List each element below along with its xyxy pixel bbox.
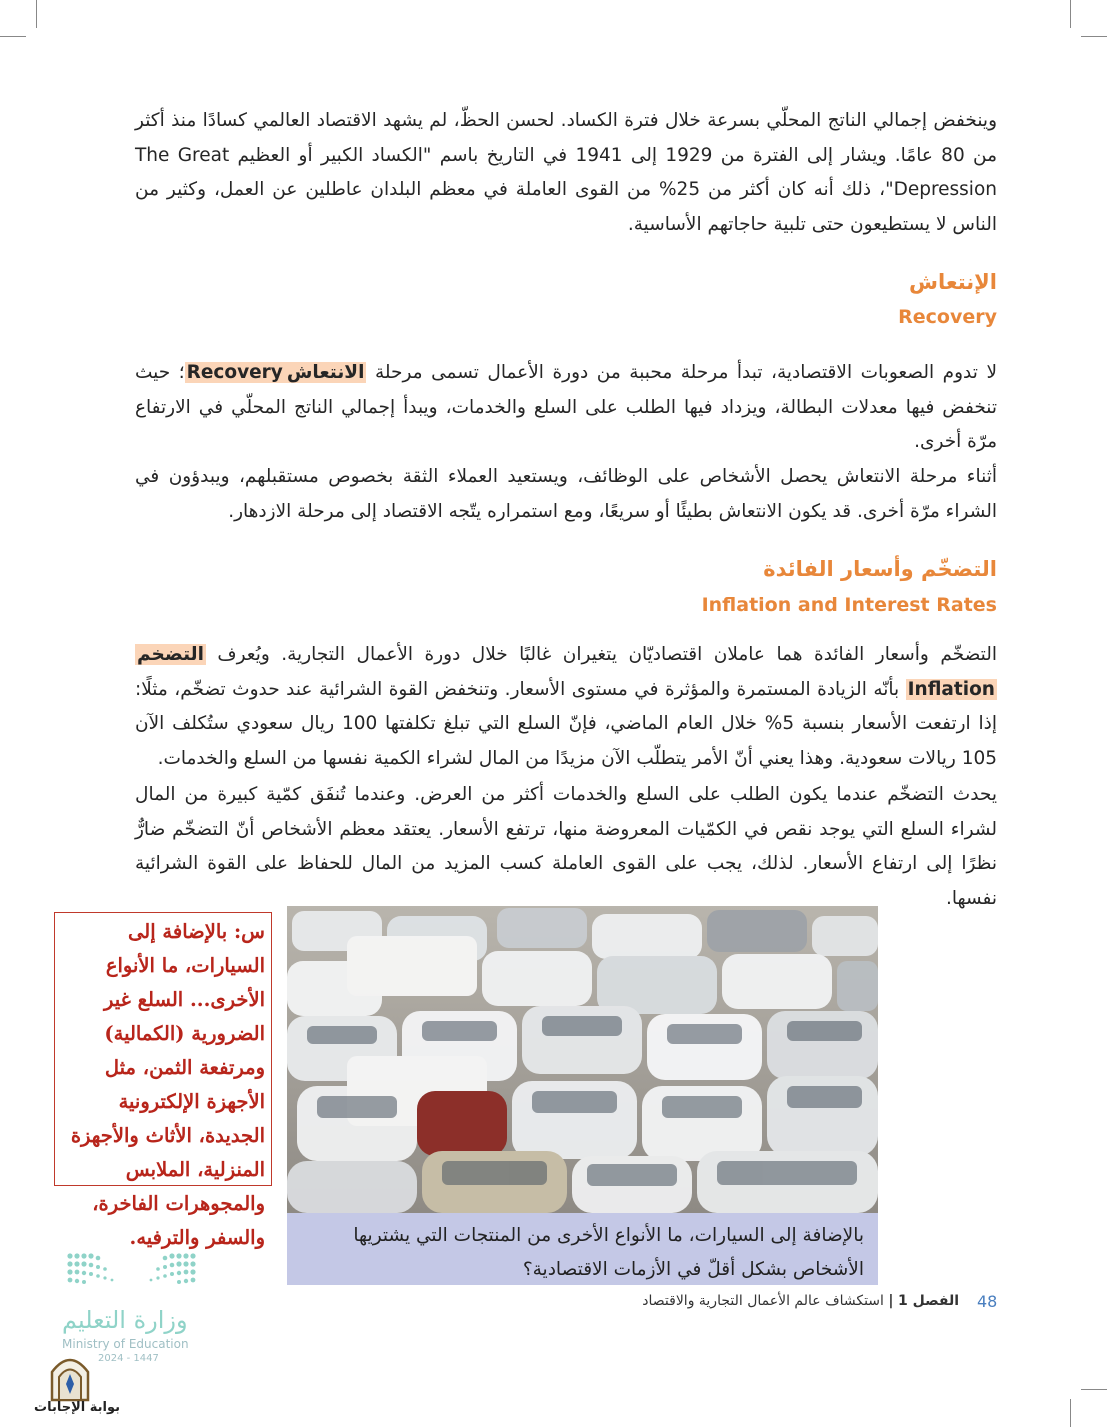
heading-inflation-en: Inflation and Interest Rates <box>701 594 997 616</box>
site-label: بوابة الإجابات <box>34 1400 120 1415</box>
term-inflation-ar: التضخم <box>137 644 204 665</box>
term-inflation-en: Inflation <box>907 678 995 700</box>
footer-separator: | <box>888 1293 894 1309</box>
paragraph-text: لا تدوم الصعوبات الاقتصادية، تبدأ مرحلة محببة من دورة الأعمال تسمى مرحلة <box>374 362 997 383</box>
ministry-name-ar: وزارة التعليم <box>62 1306 188 1334</box>
cars-parking-lot-photo <box>287 906 878 1213</box>
ministry-name-en: Ministry of Education <box>62 1337 189 1351</box>
cars-illustration <box>287 906 878 1213</box>
answer-note: س: بالإضافة إلى السيارات، ما الأنواع الأخرى... السلع غير الضرورية (الكمالية) ومرتفعة الثمن، مثل الأجهزة الإلكترونية الجديدة، الأثاث والأجهزة المنزلية، الملابس والمجوهرات الفاخرة، والسفر والترفيه. <box>54 912 272 1186</box>
paragraph-text: بأنّه الزيادة المستمرة والمؤثرة في مستوى الأسعار. وتنخفض القوة الشرائية عند حدوث تضخّم، مثلًا: إذا ارتفعت الأسعار بنسبة 5% خلال العام الماضي، فإنّ السلع التي تبلغ تكلفتها 100 ريال سعودي ستُكلف الآن 105 ريالات سعودية. وهذا يعني أنّ الأمر يتطلّب الآن مزيدًا من المال لشراء الكمية نفسها من السلع والخدمات. <box>135 678 997 769</box>
heading-recovery-en: Recovery <box>898 306 997 328</box>
crop-mark <box>1070 0 1071 28</box>
paragraph-depression: وينخفض إجمالي الناتج المحلّي بسرعة خلال فترة الكساد. لحسن الحظّ، لم يشهد الاقتصاد العالمي كسادًا منذ أكثر من 80 عامًا. ويشار إلى الفترة من 1929 إلى 1941 في التاريخ باسم "الكساد الكبير أو العظيم The Great Depression"، ذلك أنه كان أكثر من 25% من القوى العاملة في معظم البلدان عاطلين عن العمل، وكثير من الناس لا يستطيعون حتى تلبية حاجاتهم الأساسية. <box>135 110 997 235</box>
crop-mark <box>36 0 37 28</box>
mosque-logo-icon <box>48 1350 92 1402</box>
paragraph-text: التضخّم وأسعار الفائدة هما عاملان اقتصاديّان يتغيران غالبًا خلال دورة الأعمال التجارية. ويُعرف <box>217 644 997 665</box>
heading-recovery-ar: الإنتعاش <box>908 270 997 294</box>
crop-mark <box>1081 36 1107 37</box>
chapter-title: استكشاف عالم الأعمال التجارية والاقتصاد <box>642 1293 884 1309</box>
page-number: 48 <box>977 1292 998 1311</box>
term-recovery-en: Recovery <box>186 362 283 383</box>
paragraph-inflation-cause: يحدث التضخّم عندما يكون الطلب على السلع والخدمات أكثر من العرض. وعندما تُنفَق كمّية كبيرة من المال لشراء السلع التي يوجد نقص في الكمّيات المعروضة منها، ترتفع الأسعار. يعتقد معظم الأشخاص أنّ التضخّم ضارٌّ نظرًا إلى ارتفاع الأسعار. لذلك، يجب على القوى العاملة كسب المزيد من المال للحفاظ على القوة الشرائية نفسها. <box>135 784 997 909</box>
crop-mark <box>1070 1399 1071 1427</box>
crop-mark <box>0 36 26 37</box>
crop-mark <box>1081 1389 1107 1390</box>
figure-caption: بالإضافة إلى السيارات، ما الأنواع الأخرى من المنتجات التي يشتريها الأشخاص بشكل أقلّ في الأزمات الاقتصادية؟ <box>287 1213 878 1285</box>
footer-chapter <box>642 1293 959 1309</box>
heading-inflation-ar: التضخّم وأسعار الفائدة <box>763 557 997 581</box>
ministry-logo-icon <box>64 1250 199 1290</box>
paragraph-recovery-phase: أثناء مرحلة الانتعاش يحصل الأشخاص على الوظائف، ويستعيد العملاء الثقة بخصوص مستقبلهم، ويبدؤون في الشراء مرّة أخرى. قد يكون الانتعاش بطيئًا أو سريعًا، ومع استمراره يتّجه الاقتصاد إلى مرحلة الازدهار. <box>135 466 997 522</box>
paragraph-recovery <box>135 356 997 460</box>
paragraph-text: ؛ حيث تنخفض فيها معدلات البطالة، ويزداد فيها الطلب على السلع والخدمات، ويبدأ إجمالي الناتج المحلّي في الارتفاع مرّة أخرى. <box>135 362 997 452</box>
paragraph-inflation <box>135 638 997 776</box>
ministry-year: 2024 - 1447 <box>98 1353 159 1364</box>
chapter-label: الفصل 1 <box>897 1293 959 1309</box>
term-recovery-ar: الانتعاش <box>286 362 365 383</box>
